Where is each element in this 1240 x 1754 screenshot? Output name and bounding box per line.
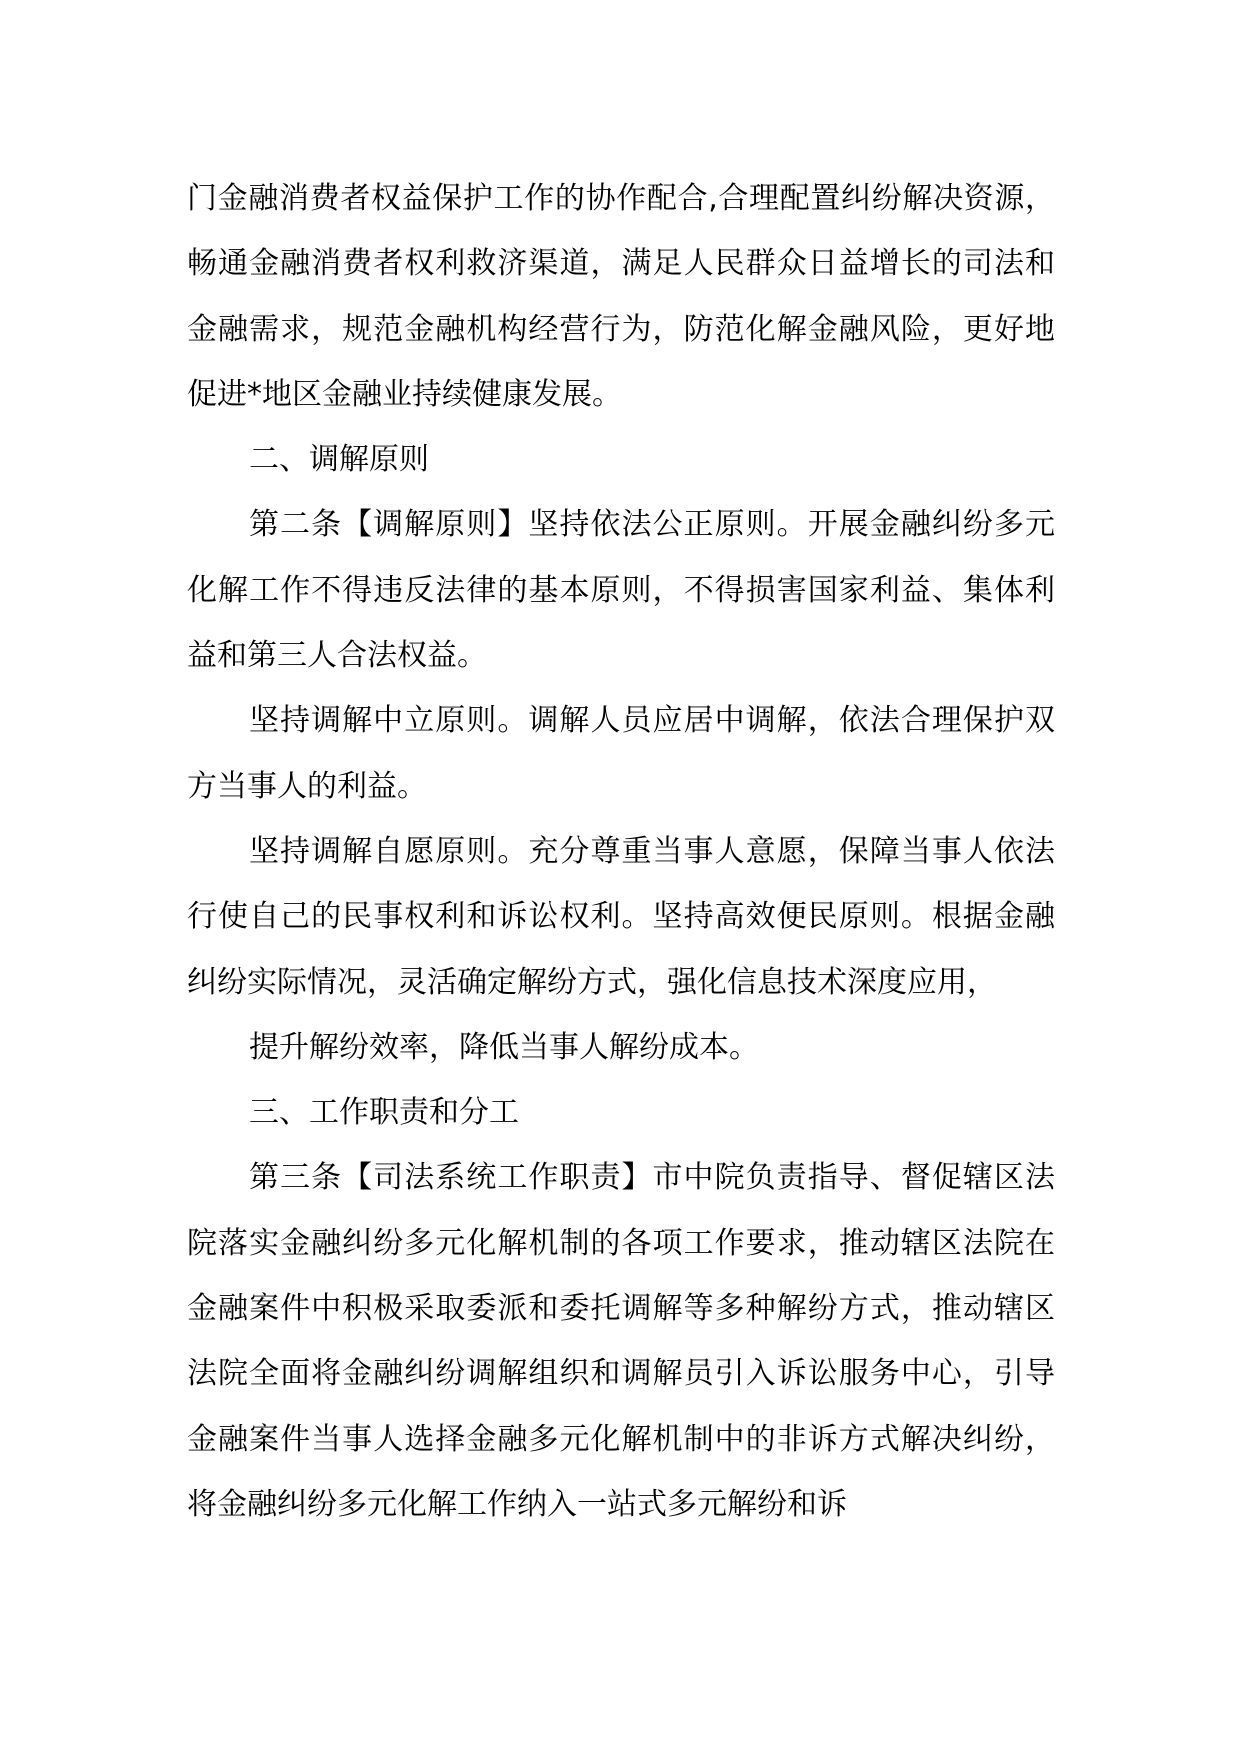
section-heading-duties: 三、工作职责和分工 bbox=[249, 1095, 519, 1131]
article-2-paragraph: 第二条【调解原则】坚持依法公正原则。开展金融纠纷多元化解工作不得违反法律的基本原则，不得损害国家利益、集体利益和第三人合法权益。 bbox=[187, 507, 1055, 674]
paragraph-continuation: 门金融消费者权益保护工作的协作配合,合理配置纠纷解决资源，畅通金融消费者权利救济渠道，满足人民群众日益增长的司法和金融需求，规范金融机构经营行为，防范化解金融风险，更好地促进*地区金融业持续健康发展。 bbox=[187, 181, 1055, 412]
voluntary-principle-paragraph: 坚持调解自愿原则。充分尊重当事人意愿，保障当事人依法行使自己的民事权利和诉讼权利。坚持高效便民原则。根据金融纠纷实际情况，灵活确定解纷方式，强化信息技术深度应用， bbox=[187, 833, 1055, 1000]
section-heading-mediation-principles: 二、调解原则 bbox=[249, 442, 429, 478]
article-3-paragraph: 第三条【司法系统工作职责】市中院负责指导、督促辖区法院落实金融纠纷多元化解机制的各项工作要求，推动辖区法院在金融案件中积极采取委派和委托调解等多种解纷方式，推动辖区法院全面将金融纠纷调解组织和调解员引入诉讼服务中心，引导金融案件当事人选择金融多元化解机制中的非诉方式解决纠纷，将金融纠纷多元化解工作纳入一站式多元解纷和诉 bbox=[187, 1160, 1055, 1522]
document-body bbox=[187, 166, 1055, 1537]
neutrality-principle-paragraph: 坚持调解中立原则。调解人员应居中调解，依法合理保护双方当事人的利益。 bbox=[187, 703, 1055, 804]
efficiency-paragraph: 提升解纷效率，降低当事人解纷成本。 bbox=[249, 1029, 759, 1065]
